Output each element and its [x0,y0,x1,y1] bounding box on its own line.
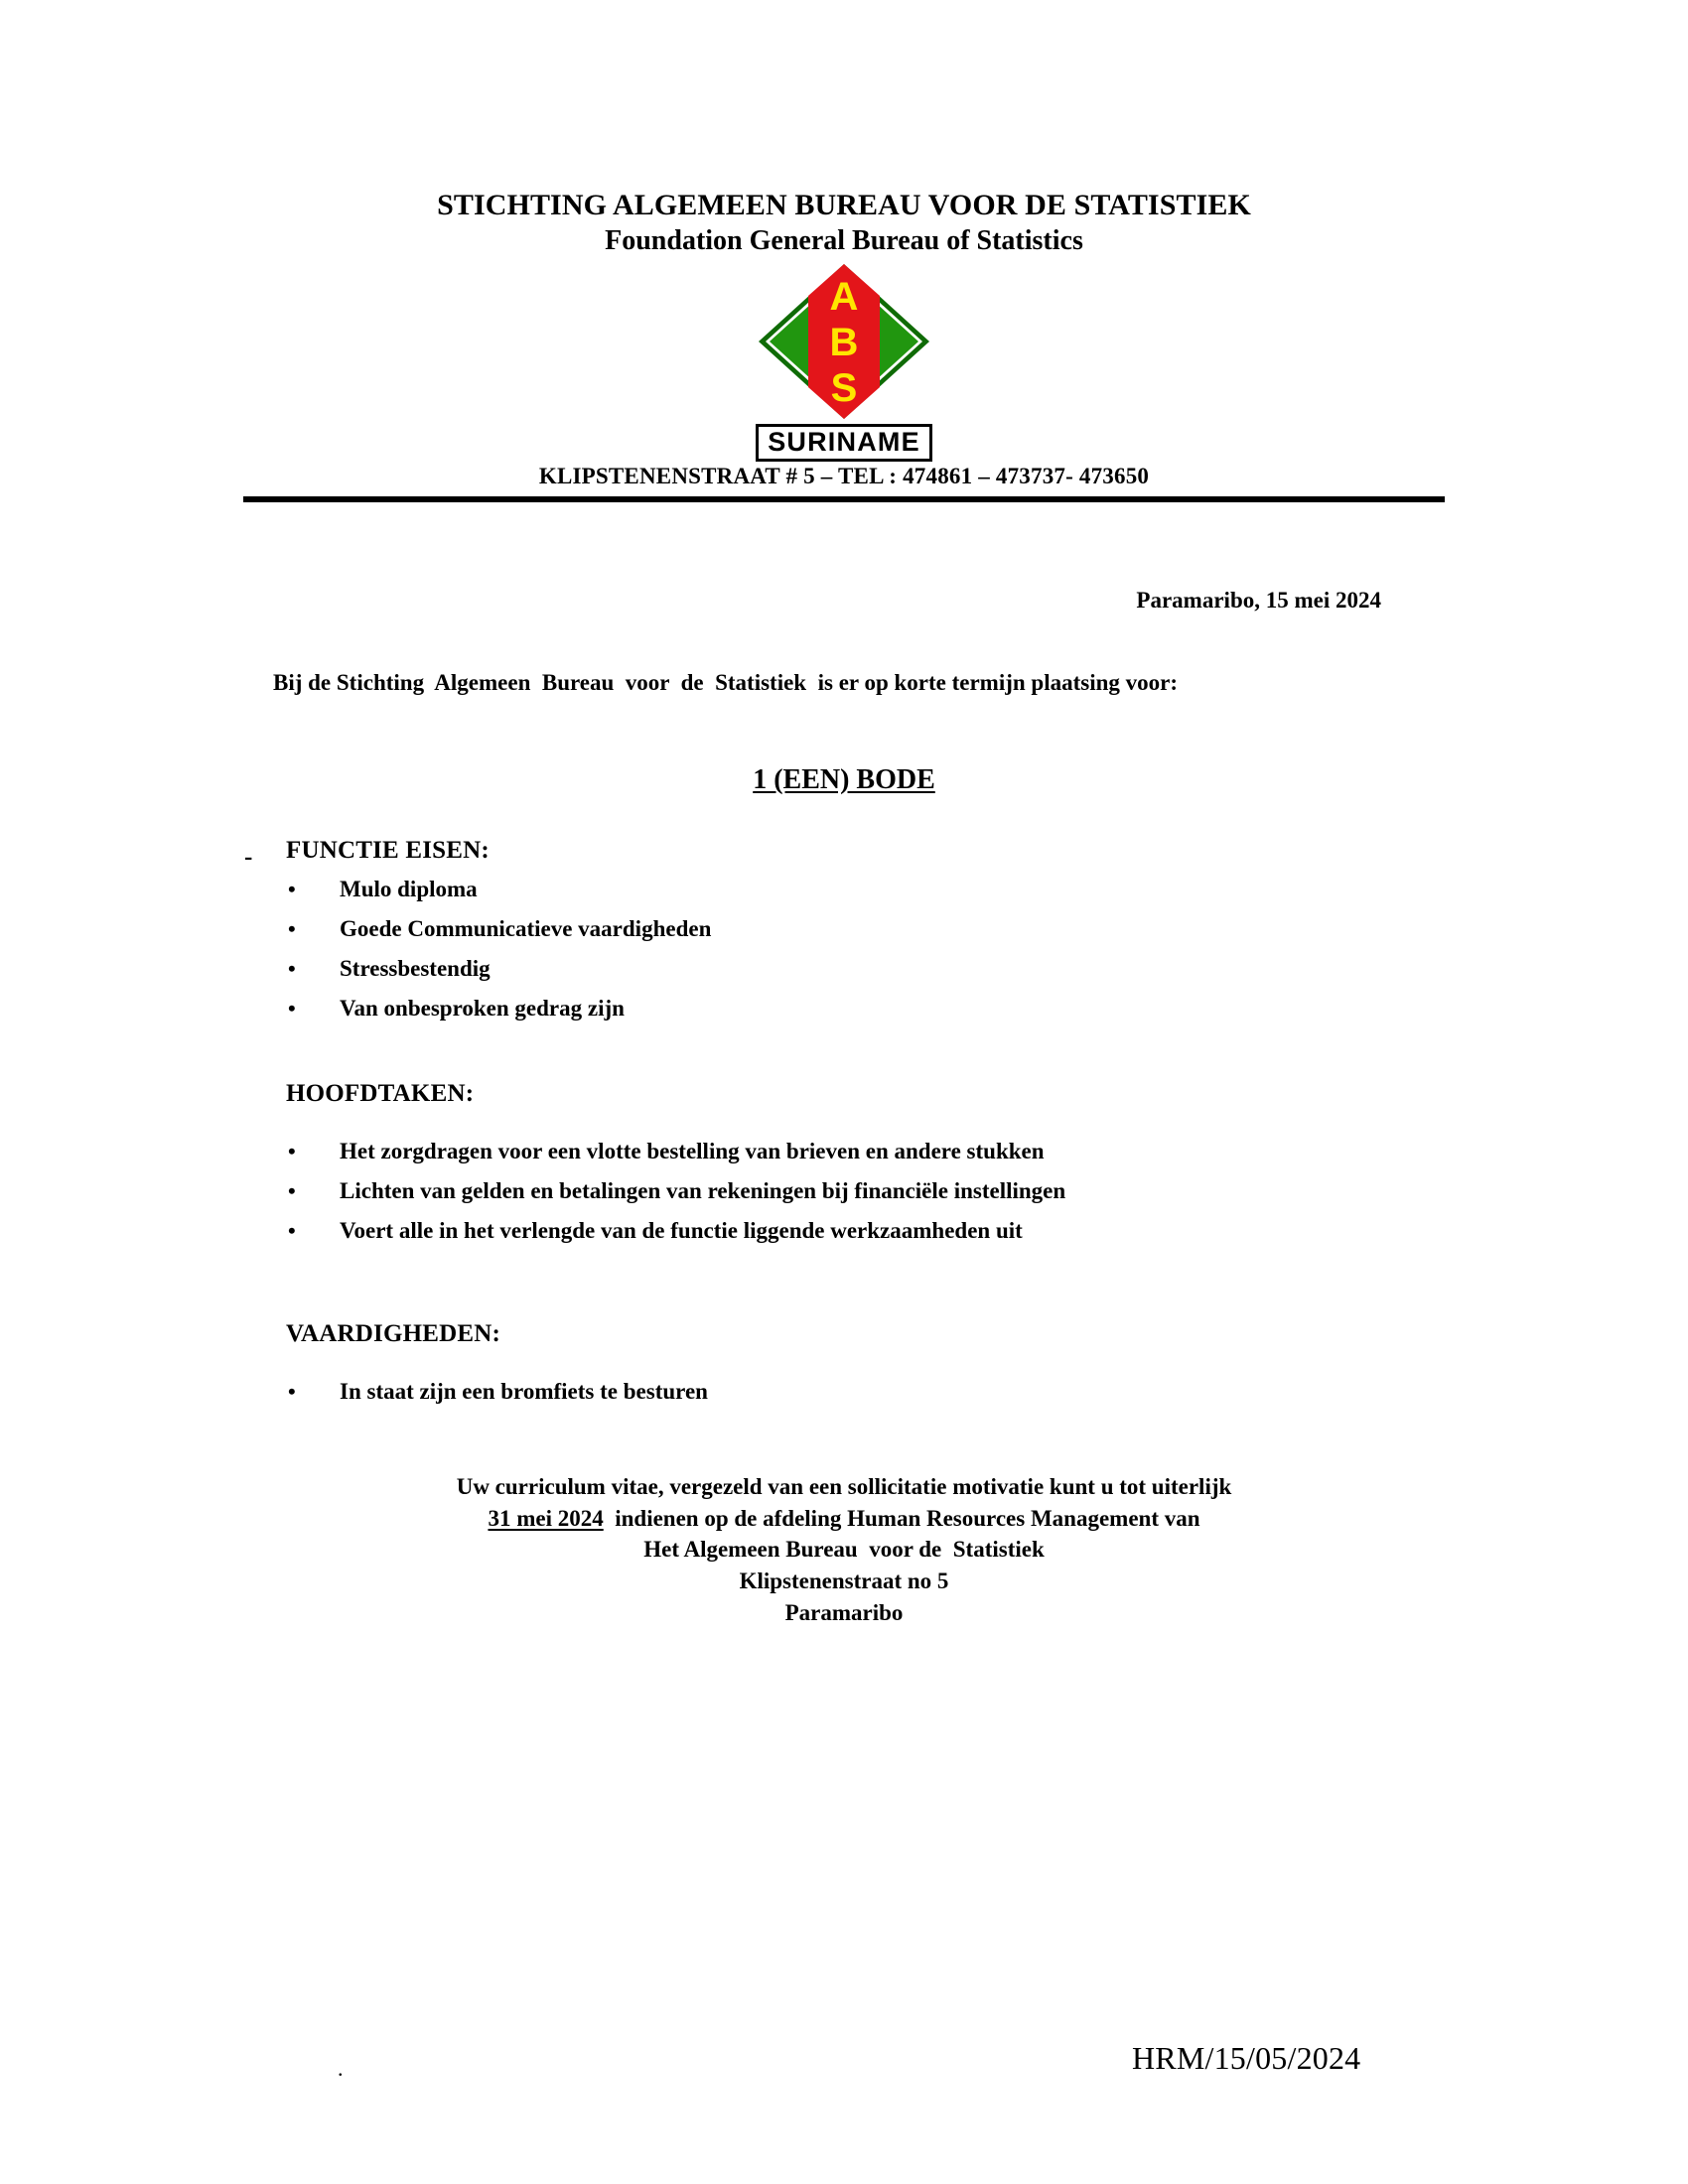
letterhead [0,189,1688,257]
logo-letter-b: B [829,321,859,364]
organization-name-english: Foundation General Bureau of Statistics [605,224,1083,256]
bullet-icon: • [288,956,296,982]
bullet-icon: • [288,1178,296,1204]
list-item [288,957,711,980]
closing-line-2 [0,1503,1688,1535]
list-item [288,1380,708,1403]
page-title [0,764,1688,796]
stray-dash-mark: - [244,844,253,871]
intro-paragraph: Bij de Stichting Algemeen Bureau voor de Statistiek is er op korte termijn plaatsing voor: [273,670,1179,695]
closing-block [0,1471,1688,1629]
closing-line-5: Paramaribo [784,1599,904,1625]
list-item-label: Het zorgdragen voor een vlotte bestelling van brieven en andere stukken [340,1139,1045,1163]
list-item-label: Stressbestendig [340,956,491,982]
list-item [288,997,711,1020]
section-heading-functie-eisen: FUNCTIE EISEN: [286,837,490,864]
list-item-label: Voert alle in het verlengde van de functie liggende werkzaamheden uit [340,1218,1023,1244]
closing-line-3: Het Algemeen Bureau voor de Statistiek [643,1537,1045,1563]
logo-country-label: SURINAME [756,424,932,462]
footer-left-mark: . [338,2056,344,2081]
header-divider [243,496,1445,502]
closing-line-1: Uw curriculum vitae, vergezeld van een sollicitatie motivatie kunt u tot uiterlijk [456,1474,1232,1499]
date-line: Paramaribo, 15 mei 2024 [1136,588,1381,613]
bullet-list-functie-eisen [288,878,711,1036]
bullet-list-vaardigheden [288,1380,708,1420]
footer-reference: HRM/15/05/2024 [1132,2040,1361,2076]
bullet-icon: • [288,1379,296,1404]
bullet-icon: • [288,996,296,1022]
abs-logo [0,262,1688,462]
closing-line-2-rest: indienen op de afdeling Human Resources Management van [603,1505,1200,1531]
list-item-label: Van onbesproken gedrag zijn [340,996,625,1022]
list-item-label: Goede Communicatieve vaardigheden [340,916,712,942]
bullet-icon: • [288,1218,296,1244]
section-heading-vaardigheden: VAARDIGHEDEN: [286,1320,501,1347]
list-item [288,1219,1065,1242]
organization-name-dutch: STICHTING ALGEMEEN BUREAU VOOR DE STATISTIEK [437,189,1251,221]
list-item-label: In staat zijn een bromfiets te besturen [340,1379,708,1404]
bullet-icon: • [288,1139,296,1163]
logo-letter-s: S [830,366,858,410]
list-item [288,878,711,900]
list-item [288,1140,1065,1162]
closing-line-4: Klipstenenstraat no 5 [739,1569,949,1594]
application-deadline: 31 mei 2024 [488,1505,604,1531]
logo-letter-a: A [829,275,859,319]
section-heading-hoofdtaken: HOOFDTAKEN: [286,1080,475,1107]
list-item-label: Mulo diploma [340,877,478,901]
list-item-label: Lichten van gelden en betalingen van rekeningen bij financiële instellingen [340,1178,1066,1204]
list-item [288,1179,1065,1202]
bullet-icon: • [288,916,296,942]
bullet-list-hoofdtaken [288,1140,1065,1259]
letterhead-address: KLIPSTENENSTRAAT # 5 – TEL : 474861 – 473737- 473650 [538,464,1150,488]
job-title-text: 1 (EEN) BODE [753,764,935,795]
logo-diamond-icon [757,262,931,421]
list-item [288,917,711,940]
bullet-icon: • [288,877,296,901]
